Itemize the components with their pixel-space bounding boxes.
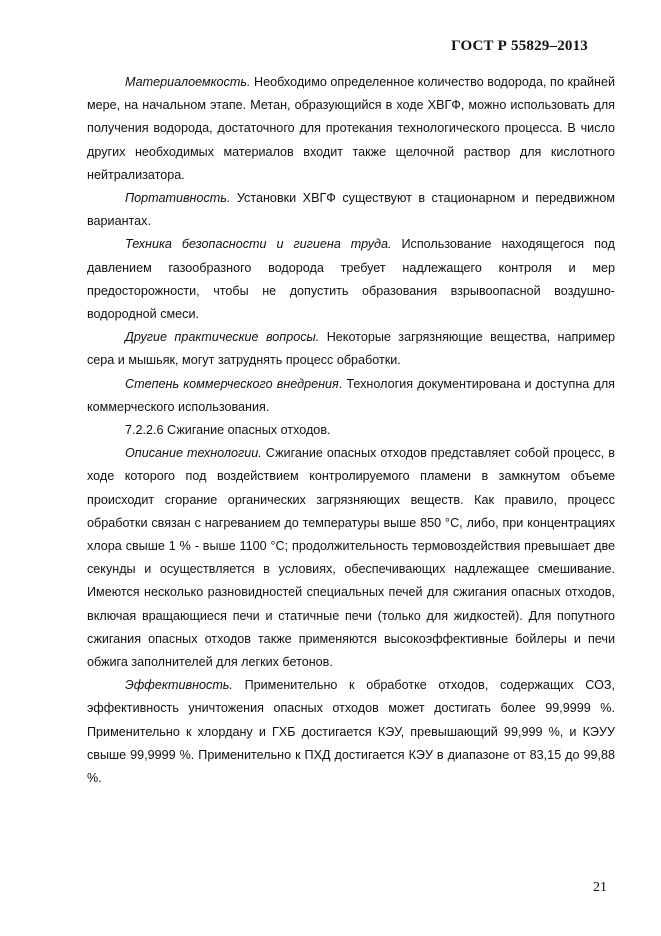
paragraph-text: Применительно к обработке отходов, содержащих СОЗ, эффективность уничтожения опасных отходов может достигать более 99,9999 %. Применительно к хлордану и ГХБ достигается КЭУ, превышающий 99,999 %, и КЭУУ свыше 99,9999 %. Применительно к ПХД достигается КЭУ в диапазоне от 83,15 до 99,88 %. [87,678,615,786]
body-text [87,71,615,790]
paragraph-lead: Другие практические вопросы. [125,330,320,345]
standard-designation: ГОСТ Р 55829–2013 [451,38,588,54]
paragraph-lead: Материалоемкость. [125,75,251,89]
paragraph-lead: Эффективность. [125,678,233,693]
paragraph-text: . Технология документирована и доступна для коммерческого использования. [87,376,615,414]
paragraph-text: Некоторые загрязняющие вещества, например сера и мышьяк, могут затруднять процесс обработки. [87,330,615,368]
page-number: 21 [593,880,607,895]
paragraph-technology-description [87,442,615,674]
section-heading-7-2-2-6 [87,419,615,442]
paragraph-lead: Портативность. [125,191,231,206]
paragraph-practical-issues [87,326,615,372]
paragraph-efficiency [87,674,615,790]
paragraph-text: Установки ХВГФ существуют в стационарном и передвижном вариантах. [87,191,615,229]
paragraph-material-intensity [87,71,615,187]
paragraph-text: Необходимо определенное количество водорода, по крайней мере, на начальном этапе. Метан, образующийся в ходе ХВГФ, можно использовать для получения водорода, достаточного для протекания технологического процесса. В число других необходимых материалов входит также щелочной раствор для кислотного нейтрализатора. [87,75,615,182]
paragraph-lead: Степень коммерческого внедрения [125,376,339,391]
paragraph-commercial-status [87,373,615,419]
paragraph-lead: Описание технологии. [125,446,262,461]
paragraph-text: 7.2.2.6 Сжигание опасных отходов. [125,423,331,438]
paragraph-lead: Техника безопасности и гигиена труда. [125,237,392,252]
paragraph-safety [87,233,615,326]
paragraph-portability [87,187,615,233]
paragraph-text: Использование находящегося под давлением газообразного водорода требует надлежащего контроля и мер предосторожности, чтобы не допустить образования взрывоопасной воздушно-водородной смеси. [87,237,615,322]
paragraph-text: Сжигание опасных отходов представляет собой процесс, в ходе которого под воздействием контролируемого пламени в замкнутом объеме происходит сгорание органических загрязняющих веществ. Как правило, процесс обработки связан с нагреванием до температуры выше 850 °C, либо, при концентрациях хлора свыше 1 % - выше 1100 °C; продолжительность термовоздействия превышает две секунды и осуществляется в условиях, обеспечивающих надлежащее смешивание. Имеются несколько разновидностей специальных печей для сжигания опасных отходов, включая вращающиеся печи и статичные печи (только для жидкостей). Для попутного сжигания опасных отходов также применяются высокоэффективные бойлеры и печи обжига заполнителей для легких бетонов. [87,446,615,670]
